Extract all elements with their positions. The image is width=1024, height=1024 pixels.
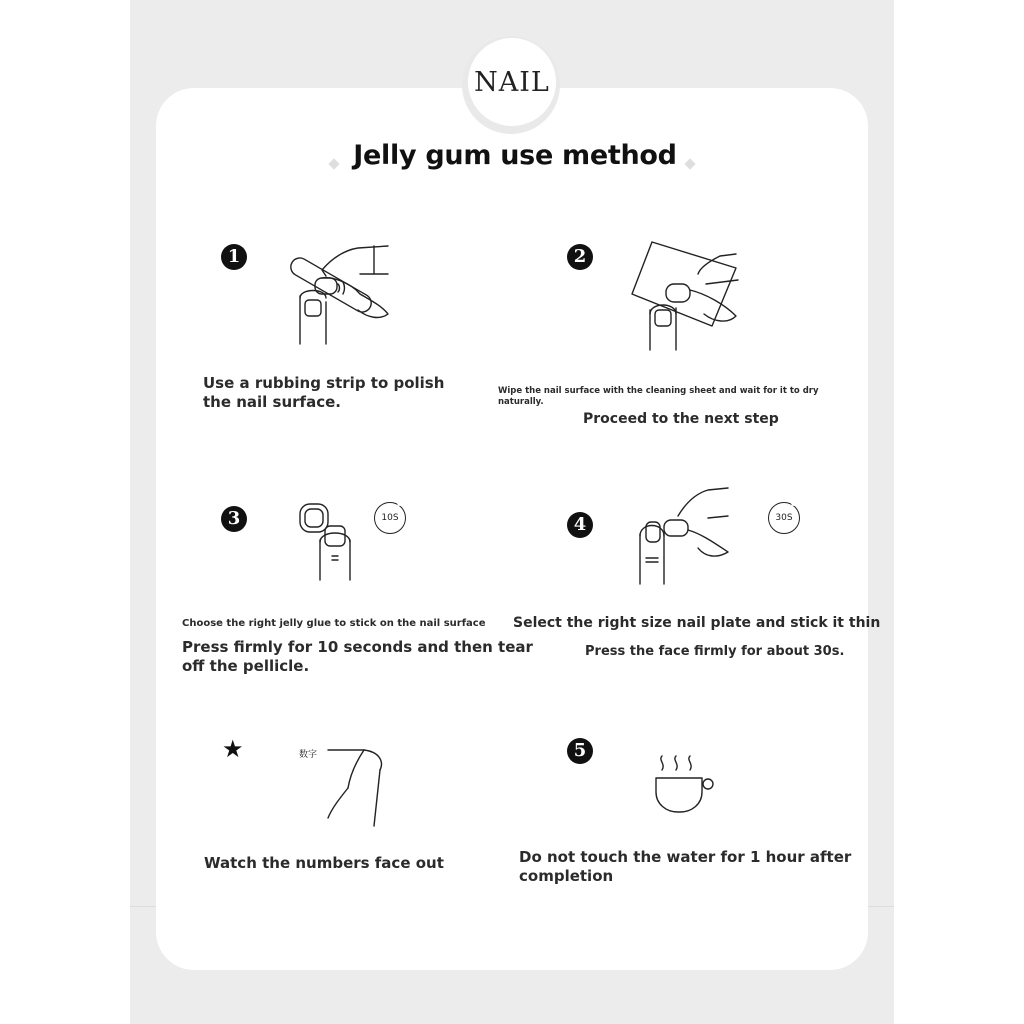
step-1-badge: 1 [221, 244, 247, 270]
cleaning-sheet-illustration [628, 238, 748, 354]
step-3-line-1: Press firmly for 10 seconds and then tear [182, 638, 533, 656]
nail-logo: NAIL [468, 38, 556, 126]
step-4-line-2: Press the face firmly for about 30s. [585, 644, 845, 659]
jelly-glue-illustration [292, 496, 362, 588]
instruction-card [156, 88, 868, 970]
title-block [330, 140, 700, 188]
step-star-line-1: Watch the numbers face out [204, 854, 444, 872]
star-icon: ★ [222, 735, 244, 763]
page-title: Jelly gum use method [353, 140, 677, 171]
step-3-note: Choose the right jelly glue to stick on the nail surface [182, 618, 486, 629]
step-5-badge: 5 [567, 738, 593, 764]
timer-10s-icon: 10S [374, 502, 406, 534]
step-5-line-1: Do not touch the water for 1 hour after [519, 848, 852, 866]
step-5-text [519, 848, 851, 886]
nail-tip-illustration [320, 742, 390, 834]
step-4-line-1: Select the right size nail plate and stick it thin [513, 615, 881, 631]
step-2-line-1: Proceed to the next step [583, 411, 779, 427]
step-4-badge: 4 [567, 512, 593, 538]
step-1-line-2: the nail surface. [203, 393, 341, 411]
step-1-text [203, 374, 444, 412]
step-3-text [182, 638, 533, 676]
timer-30s-icon: 30S [768, 502, 800, 534]
step-3-badge: 3 [221, 506, 247, 532]
step-2-note: Wipe the nail surface with the cleaning sheet and wait for it to dry naturally. [498, 386, 819, 407]
step-1-line-1: Use a rubbing strip to polish [203, 374, 445, 392]
hot-cup-icon [650, 752, 720, 818]
numbers-label: 数字 [299, 750, 318, 760]
step-2-badge: 2 [567, 244, 593, 270]
step-3-line-2: off the pellicle. [182, 657, 310, 675]
buffer-strip-illustration [270, 236, 400, 348]
press-nail-illustration [630, 484, 740, 588]
step-5-line-2: completion [519, 867, 614, 885]
